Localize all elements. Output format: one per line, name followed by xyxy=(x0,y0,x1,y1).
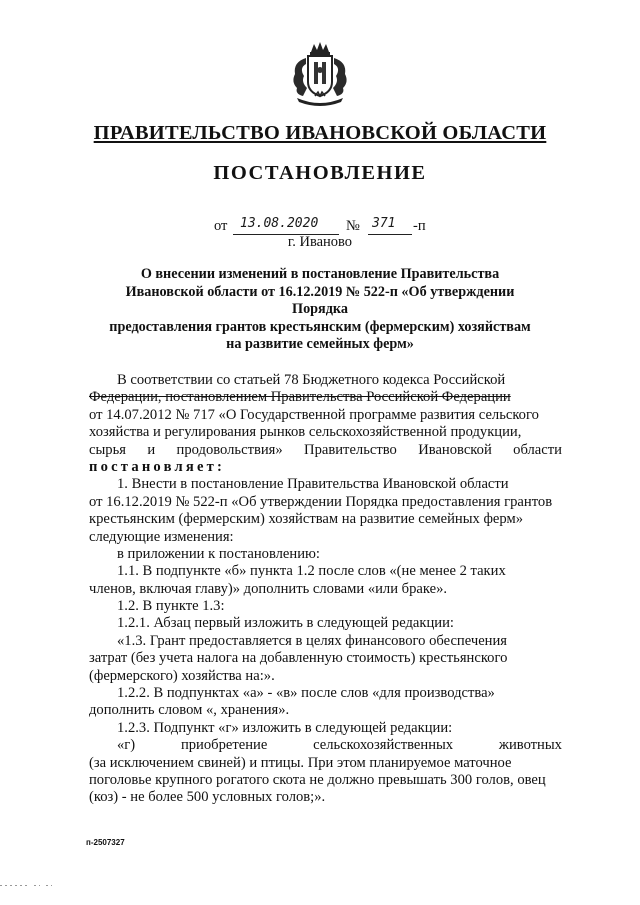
government-title: ПРАВИТЕЛЬСТВО ИВАНОВСКОЙ ОБЛАСТИ xyxy=(93,122,547,144)
body-line-struck: Федерации, постановлением Правительства Российской Федерации xyxy=(89,389,511,406)
word: животных xyxy=(498,737,562,754)
body-line: 1.2. В пункте 1.3: xyxy=(117,598,225,615)
document-body xyxy=(89,372,562,807)
subject-line: О внесении изменений в постановление Правительства xyxy=(140,266,500,282)
body-line: В соответствии со статьей 78 Бюджетного кодекса Российской xyxy=(117,372,506,388)
body-line: «1.3. Грант предоставляется в целях финансового обеспечения xyxy=(117,632,507,649)
body-line-justified xyxy=(89,737,562,754)
body-line: 1.2.2. В подпунктах «а» - «в» после слов «для производства» xyxy=(117,685,495,702)
body-line: крестьянским (фермерским) хозяйствам на развитие семейных ферм» xyxy=(89,511,524,528)
document-code: п-2507327 xyxy=(86,838,125,847)
word: продовольствия» xyxy=(176,441,283,458)
date-from-label: от xyxy=(214,218,228,234)
body-line: поголовье крупного рогатого скота не должно превышать 300 голов, овец xyxy=(89,771,546,788)
body-line: следующие изменения: xyxy=(89,528,234,545)
word: области xyxy=(513,441,562,458)
body-line: хозяйства и регулирования рынков сельскохозяйственной продукции, xyxy=(89,424,522,441)
body-line: 1. Внести в постановление Правительства Ивановской области xyxy=(117,476,509,493)
body-line: 1.2.3. Подпункт «г» изложить в следующей редакции: xyxy=(117,719,453,736)
handwritten-date: 13.08.2020 xyxy=(240,216,319,231)
word: приобретение xyxy=(180,737,268,754)
word: и xyxy=(147,441,156,458)
word: «г) xyxy=(117,737,136,754)
subject-line: Ивановской области от 16.12.2019 № 522-п «Об утверждении Порядка xyxy=(125,283,515,318)
body-line-justified xyxy=(89,442,562,459)
city-line: г. Иваново xyxy=(287,234,353,250)
number-label: № xyxy=(346,218,360,234)
word: Ивановской xyxy=(418,441,492,458)
subject-line: на развитие семейных ферм» xyxy=(226,336,414,353)
subject-line: предоставления грантов крестьянским (фермерским) хозяйствам xyxy=(109,318,531,335)
word: сырья xyxy=(89,441,126,458)
handwritten-number: 371 xyxy=(372,216,396,231)
body-line: затрат (без учета налога на добавленную стоимость) крестьянского xyxy=(89,650,508,667)
word: Правительство xyxy=(304,441,397,458)
body-line: членов, включая главу)» дополнить словами «или браке». xyxy=(89,580,448,597)
document-subject xyxy=(100,266,540,354)
document-type-title: ПОСТАНОВЛЕНИЕ xyxy=(213,162,427,184)
body-line: (фермерского) хозяйства на:». xyxy=(89,667,275,684)
body-line: 1.1. В подпункте «б» пункта 1.2 после слов «(не менее 2 таких xyxy=(117,563,506,580)
resolves-keyword: постановляет: xyxy=(89,458,226,475)
body-line: дополнить словом «, хранения». xyxy=(89,702,290,719)
body-line: от 16.12.2019 № 522-п «Об утверждении Порядка предоставления грантов xyxy=(89,493,553,510)
scan-edge-artifact xyxy=(0,884,640,887)
body-line: в приложении к постановлению: xyxy=(117,545,320,562)
number-suffix: -п xyxy=(413,218,426,234)
body-line: от 14.07.2012 № 717 «О Государственной программе развития сельского xyxy=(89,406,539,423)
word: сельскохозяйственных xyxy=(313,737,454,754)
body-line: (за исключением свиней) и птицы. При этом планируемое маточное xyxy=(89,754,512,771)
coat-of-arms-emblem xyxy=(285,38,355,110)
body-line: (коз) - не более 500 условных голов;». xyxy=(89,789,326,806)
body-line: 1.2.1. Абзац первый изложить в следующей редакции: xyxy=(117,615,454,632)
